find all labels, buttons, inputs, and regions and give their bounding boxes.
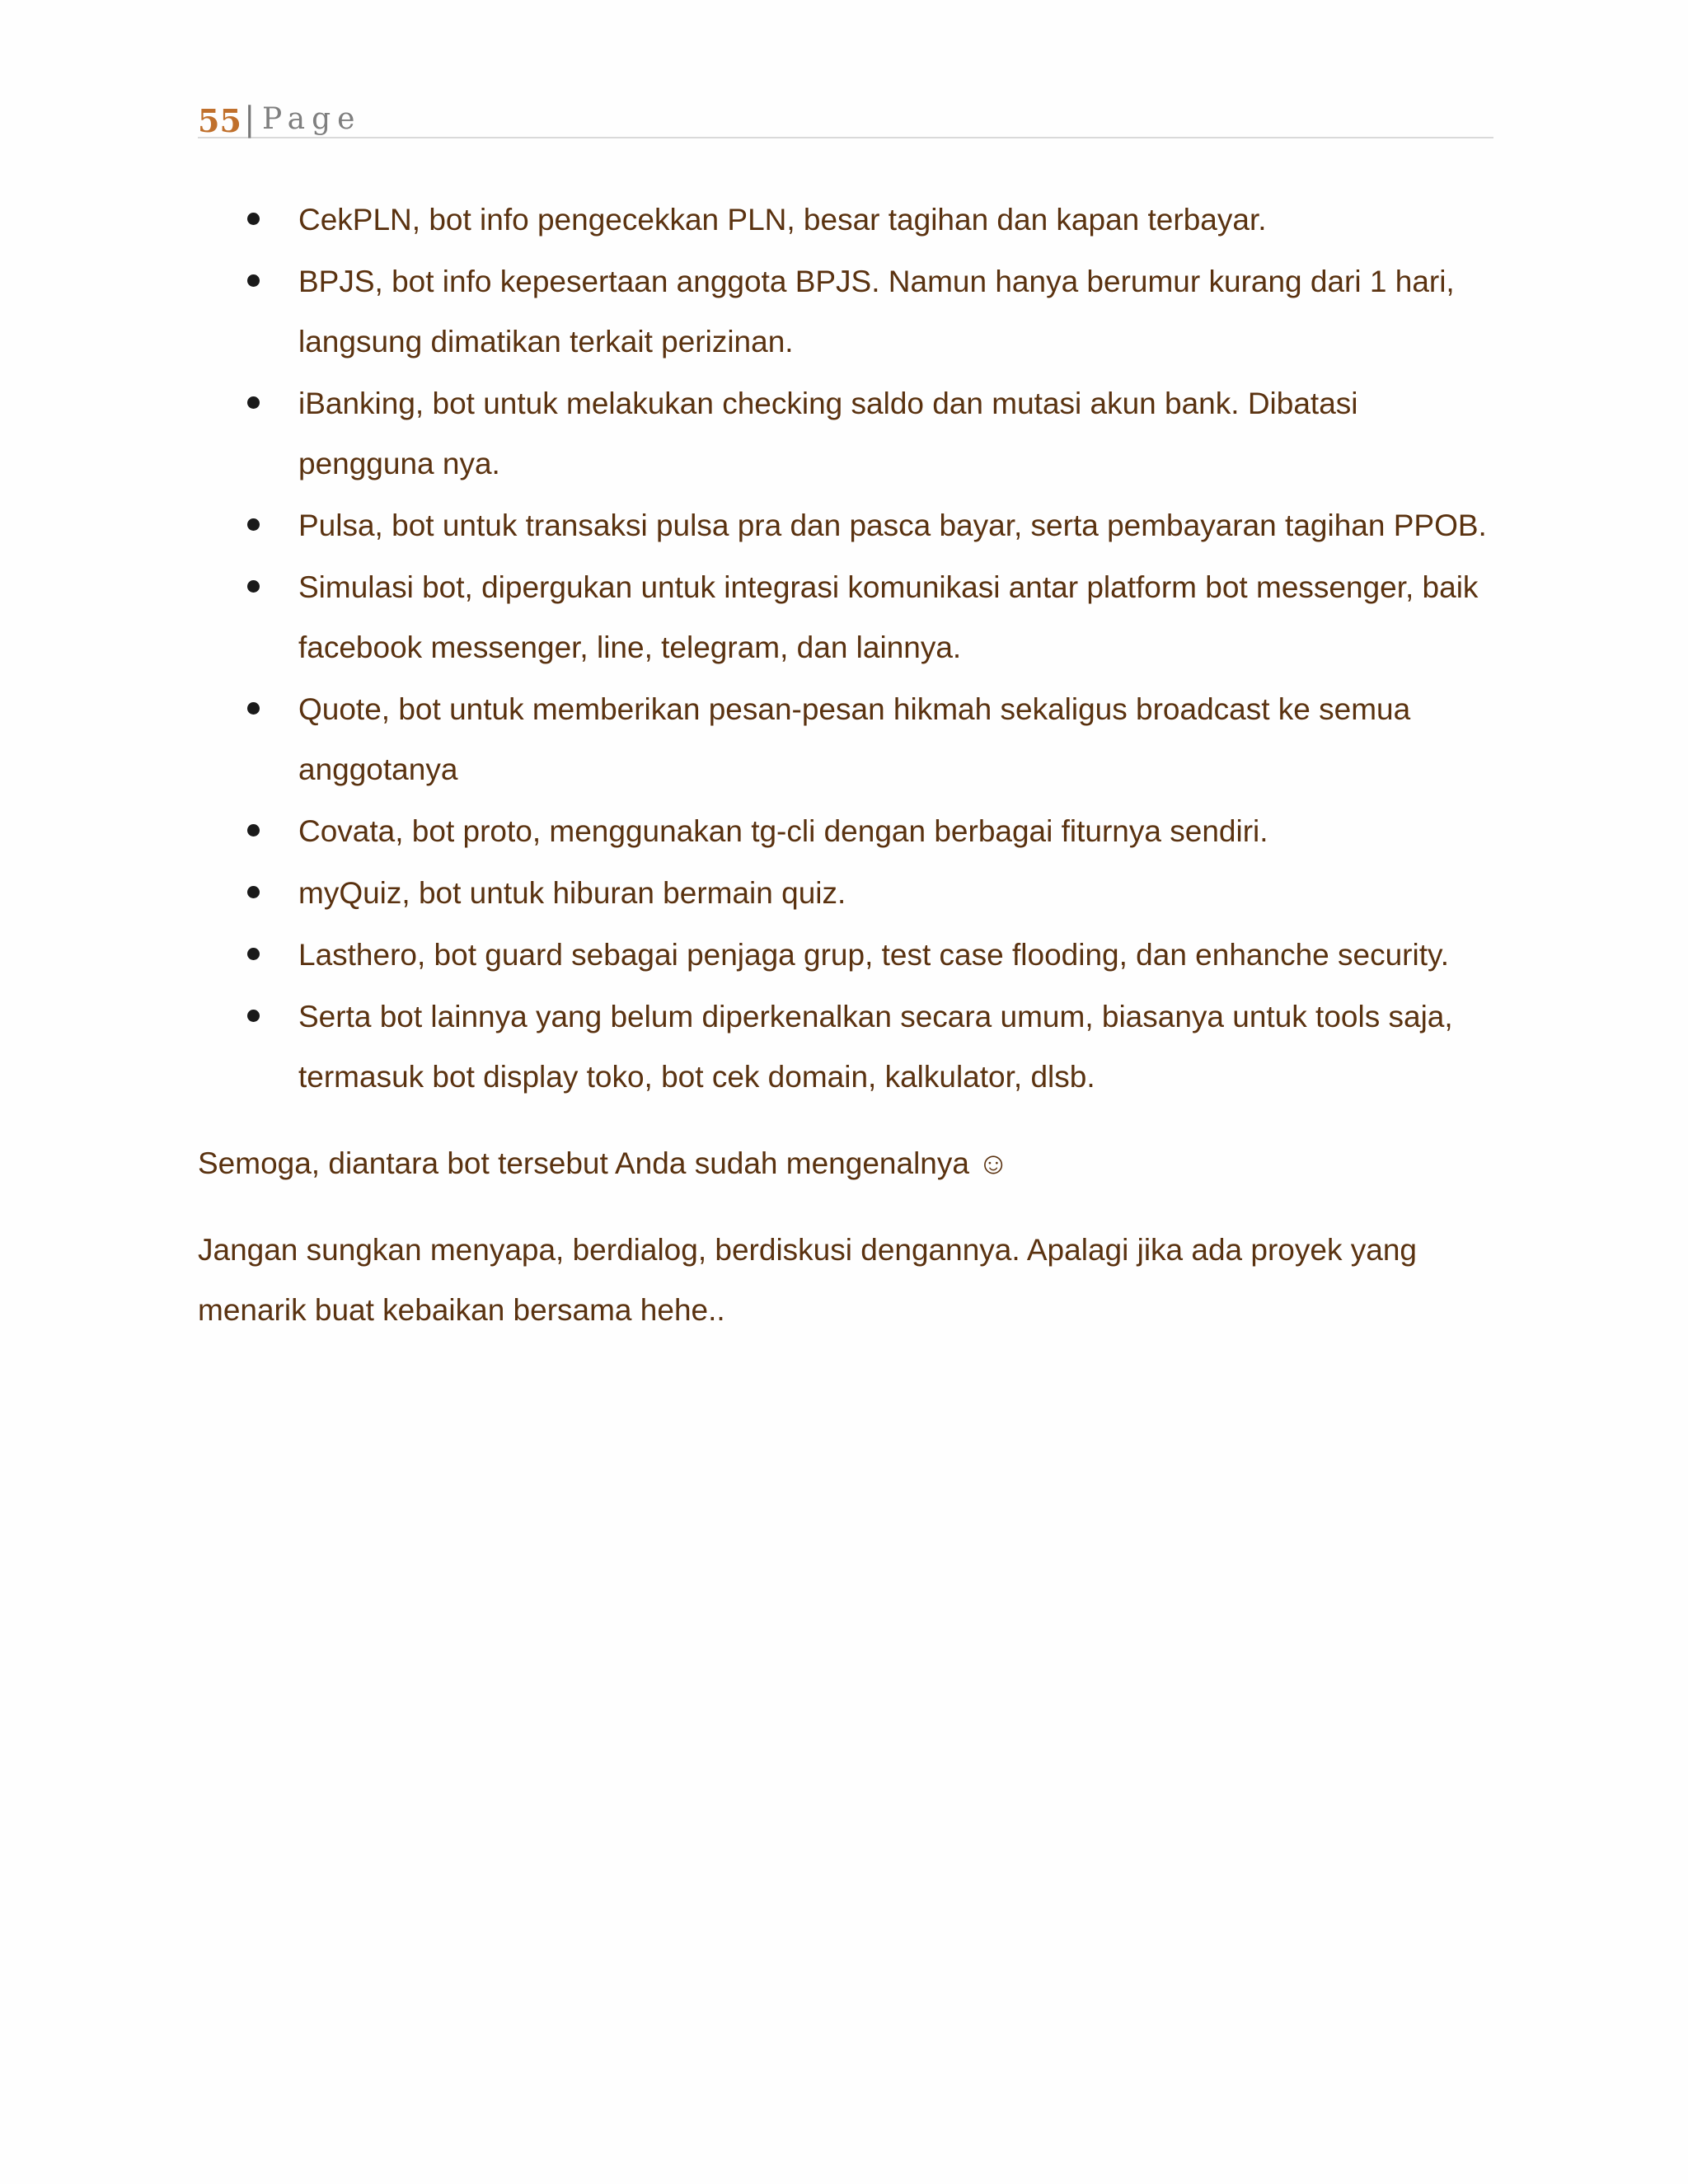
list-item-text: Covata, bot proto, menggunakan tg-cli dengan berbagai fiturnya sendiri. [298, 814, 1268, 848]
bullet-icon [247, 580, 260, 593]
header-separator: | [244, 101, 256, 138]
list-item [198, 251, 1500, 372]
page-label: Page [262, 102, 362, 136]
page-number: 55 [198, 102, 241, 139]
bullet-icon [247, 702, 260, 715]
list-item [198, 373, 1500, 494]
list-item [198, 863, 1500, 923]
list-item [198, 495, 1500, 555]
bullet-icon [247, 1010, 260, 1022]
list-item-text: BPJS, bot info kepesertaan anggota BPJS. Namun hanya berumur kurang dari 1 hari, langsung dimatikan terkait perizinan. [298, 265, 1455, 359]
bullet-icon [247, 213, 260, 225]
list-item-text: Simulasi bot, dipergukan untuk integrasi komunikasi antar platform bot messenger, baik facebook messenger, line, telegram, dan lainnya. [298, 570, 1479, 664]
page-content [198, 190, 1500, 1340]
list-item [198, 190, 1500, 250]
list-item-text: Serta bot lainnya yang belum diperkenalkan secara umum, biasanya untuk tools saja, termasuk bot display toko, bot cek domain, kalkulator, dlsb. [298, 1000, 1453, 1094]
closing-paragraph: Semoga, diantara bot tersebut Anda sudah mengenalnya ☺ [198, 1146, 1010, 1180]
list-item-text: myQuiz, bot untuk hiburan bermain quiz. [298, 876, 846, 910]
bullet-icon [247, 518, 260, 531]
list-item-text: Quote, bot untuk memberikan pesan-pesan hikmah sekaligus broadcast ke semua anggotanya [298, 692, 1411, 786]
list-item [198, 987, 1500, 1107]
bullet-icon [247, 274, 260, 287]
list-item [198, 557, 1500, 677]
bullet-icon [247, 396, 260, 409]
list-item-text: CekPLN, bot info pengecekkan PLN, besar tagihan dan kapan terbayar. [298, 203, 1267, 237]
bullet-icon [247, 886, 260, 898]
list-item-text: Pulsa, bot untuk transaksi pulsa pra dan pasca bayar, serta pembayaran tagihan PPOB. [298, 509, 1487, 542]
list-item-text: iBanking, bot untuk melakukan checking saldo dan mutasi akun bank. Dibatasi pengguna nya. [298, 387, 1358, 480]
list-item-text: Lasthero, bot guard sebagai penjaga grup, test case flooding, dan enhanche security. [298, 938, 1450, 972]
list-item [198, 925, 1500, 985]
list-item [198, 801, 1500, 861]
bot-list [198, 190, 1500, 1107]
invitation-paragraph: Jangan sungkan menyapa, berdialog, berdiskusi dengannya. Apalagi jika ada proyek yang menarik buat kebaikan bersama hehe.. [198, 1233, 1417, 1327]
list-item [198, 679, 1500, 799]
bullet-icon [247, 824, 260, 837]
bullet-icon [247, 948, 260, 960]
page-header [198, 92, 1493, 138]
